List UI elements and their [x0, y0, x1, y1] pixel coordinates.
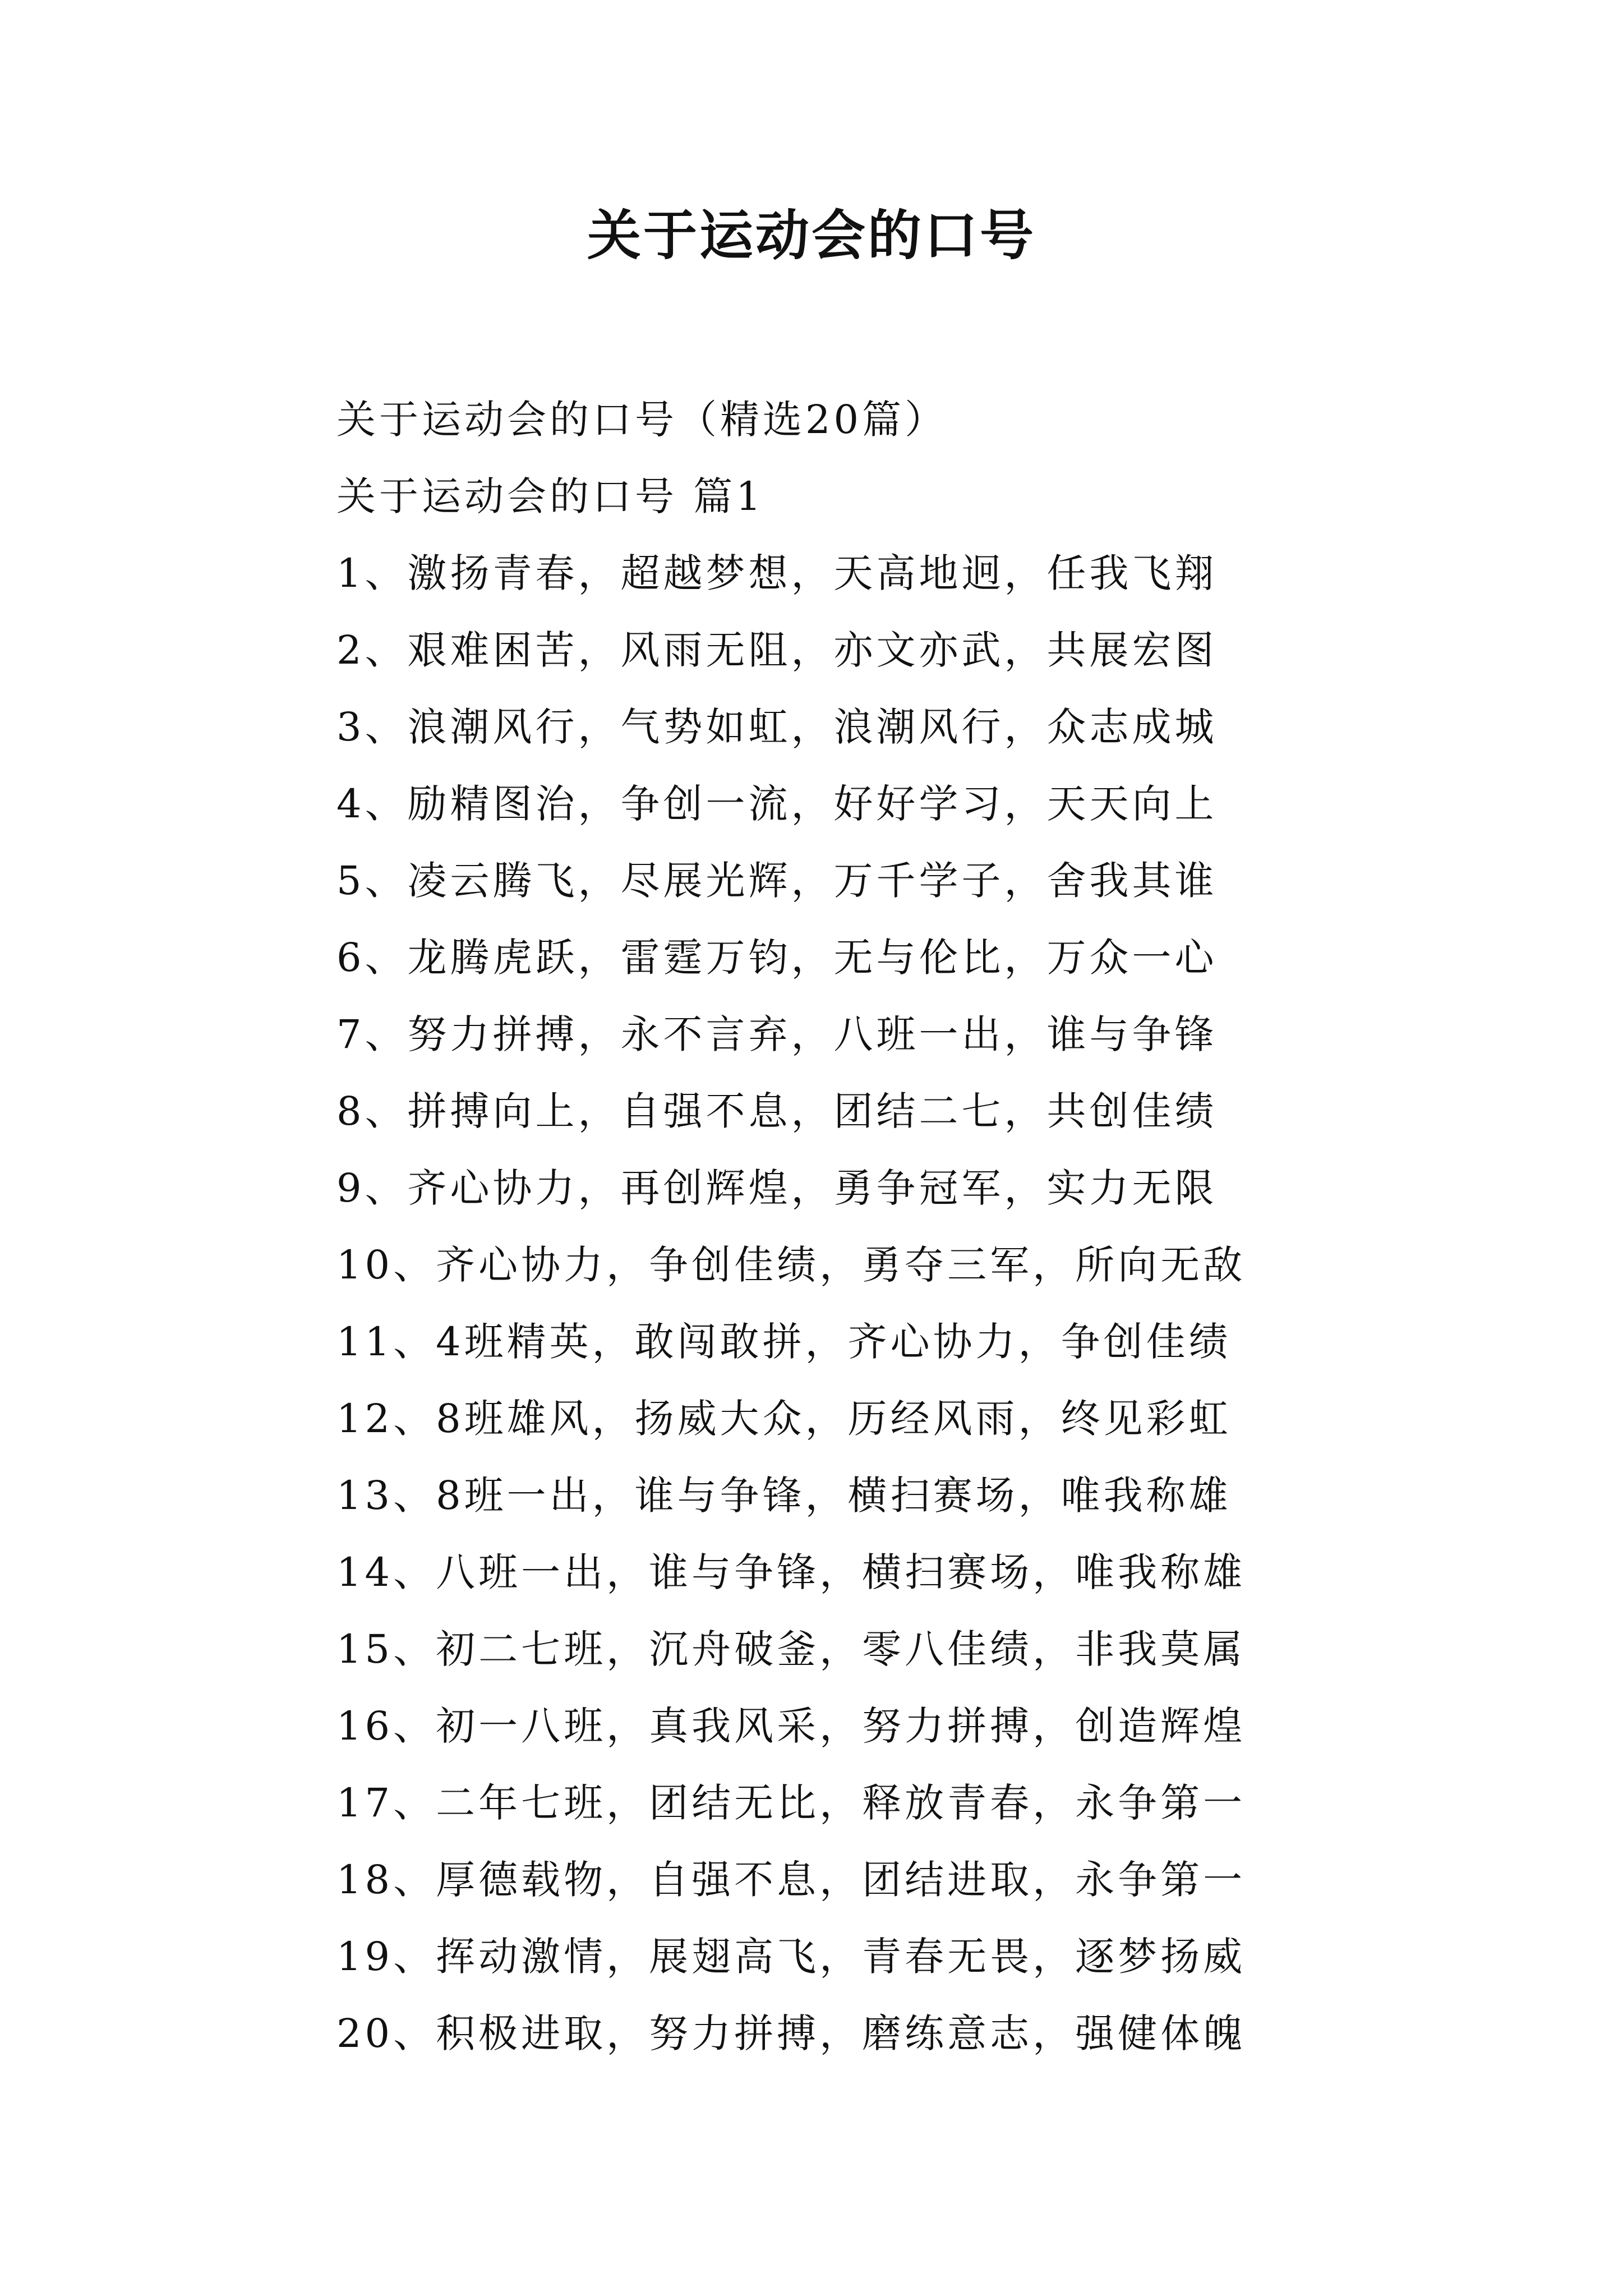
slogan-item: 14、八班一出，谁与争锋，横扫赛场，唯我称雄 — [336, 1549, 1246, 1595]
slogan-item: 15、初二七班，沉舟破釜，零八佳绩，非我莫属 — [336, 1626, 1246, 1672]
slogan-item: 4、励精图治，争创一流，好好学习，天天向上 — [336, 781, 1218, 827]
slogan-item: 20、积极进取，努力拼搏，磨练意志，强健体魄 — [336, 2010, 1246, 2056]
slogan-item: 6、龙腾虎跃，雷霆万钧，无与伦比，万众一心 — [336, 935, 1218, 981]
document-body — [336, 381, 1514, 2072]
slogan-item: 18、厚德载物，自强不息，团结进取，永争第一 — [336, 1857, 1246, 1903]
slogan-item: 8、拼搏向上，自强不息，团结二七，共创佳绩 — [336, 1088, 1218, 1134]
document-subtitle: 关于运动会的口号（精选20篇） — [336, 397, 948, 443]
slogan-item: 12、8班雄风，扬威大众，历经风雨，终见彩虹 — [336, 1396, 1232, 1442]
slogan-item: 10、齐心协力，争创佳绩，勇夺三军，所向无敌 — [336, 1242, 1246, 1288]
slogan-item: 9、齐心协力，再创辉煌，勇争冠军，实力无限 — [336, 1165, 1218, 1211]
slogan-list — [336, 535, 1514, 2072]
slogan-item: 2、艰难困苦，风雨无阻，亦文亦武，共展宏图 — [336, 627, 1218, 673]
slogan-item: 1、激扬青春，超越梦想，天高地迥，任我飞翔 — [336, 550, 1218, 596]
slogan-item: 5、凌云腾飞，尽展光辉，万千学子，舍我其谁 — [336, 858, 1218, 904]
slogan-item: 3、浪潮风行，气势如虹，浪潮风行，众志成城 — [336, 704, 1218, 750]
slogan-item: 13、8班一出，谁与争锋，横扫赛场，唯我称雄 — [336, 1473, 1232, 1519]
slogan-item: 11、4班精英，敢闯敢拼，齐心协力，争创佳绩 — [336, 1319, 1232, 1365]
section-heading: 关于运动会的口号 篇1 — [336, 473, 764, 519]
document-title: 关于运动会的口号 — [587, 204, 1036, 267]
slogan-item: 16、初一八班，真我风采，努力拼搏，创造辉煌 — [336, 1703, 1246, 1749]
slogan-item: 17、二年七班，团结无比，释放青春，永争第一 — [336, 1780, 1246, 1826]
slogan-item: 19、挥动激情，展翅高飞，青春无畏，逐梦扬威 — [336, 1934, 1246, 1980]
slogan-item: 7、努力拼搏，永不言弃，八班一出，谁与争锋 — [336, 1011, 1218, 1057]
